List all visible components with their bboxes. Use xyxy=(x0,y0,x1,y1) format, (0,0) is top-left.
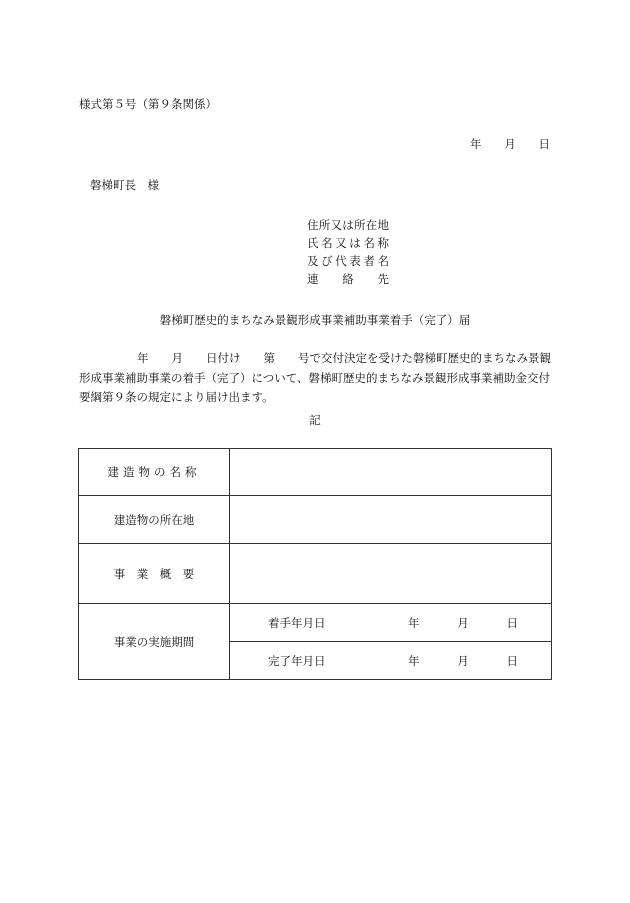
applicant-address-label: 住 所 又 は 所 在 地 xyxy=(307,218,389,232)
applicant-contact-label: 連 絡 先 xyxy=(307,272,389,286)
start-date-cell xyxy=(230,604,552,642)
project-summary-value xyxy=(230,544,552,604)
applicant-representative-label: 及 び 代 表 者 名 xyxy=(307,254,389,268)
completion-date-cell xyxy=(230,642,552,680)
body-text: 年 月 日付け 第 号で交付決定を受けた磐梯町歴史的まちなみ景観形成事業補助事業の着手（完了）について、磐梯町歴史的まちなみ景観形成事業補助金交付要綱第９条の規定により届け出ます。 xyxy=(79,351,551,404)
start-date-label: 着手年月日 xyxy=(268,615,326,630)
applicant-block xyxy=(307,217,389,289)
building-location-label: 建造物の所在地 xyxy=(79,496,230,544)
project-summary-label: 事 業 概 要 xyxy=(79,544,230,604)
addressee: 磐梯町長 様 xyxy=(90,178,159,192)
table-row xyxy=(79,604,552,642)
table-row xyxy=(79,544,552,604)
table-row xyxy=(79,496,552,544)
completion-date-ymd: 年 月 日 xyxy=(408,653,518,668)
document-title: 磐梯町歴史的まちなみ景観形成事業補助事業着手（完了）届 xyxy=(159,313,471,327)
date-month: 月 xyxy=(504,137,516,151)
date-day: 日 xyxy=(538,137,550,151)
body-paragraph xyxy=(79,349,554,408)
completion-date-label: 完了年月日 xyxy=(268,653,326,668)
date-year: 年 xyxy=(470,137,482,151)
building-name-label: 建造物の名称 xyxy=(79,449,230,496)
applicant-name-label: 氏 名 又 は 名 称 xyxy=(307,236,389,250)
project-period-label: 事業の実施期間 xyxy=(79,604,230,680)
ki-heading: 記 xyxy=(309,413,321,427)
start-date-ymd: 年 月 日 xyxy=(408,615,518,630)
building-name-value xyxy=(230,449,552,496)
details-table xyxy=(78,448,552,680)
date-line xyxy=(470,136,550,152)
form-number: 様式第５号（第９条関係） xyxy=(79,97,217,111)
table-row xyxy=(79,449,552,496)
building-location-value xyxy=(230,496,552,544)
